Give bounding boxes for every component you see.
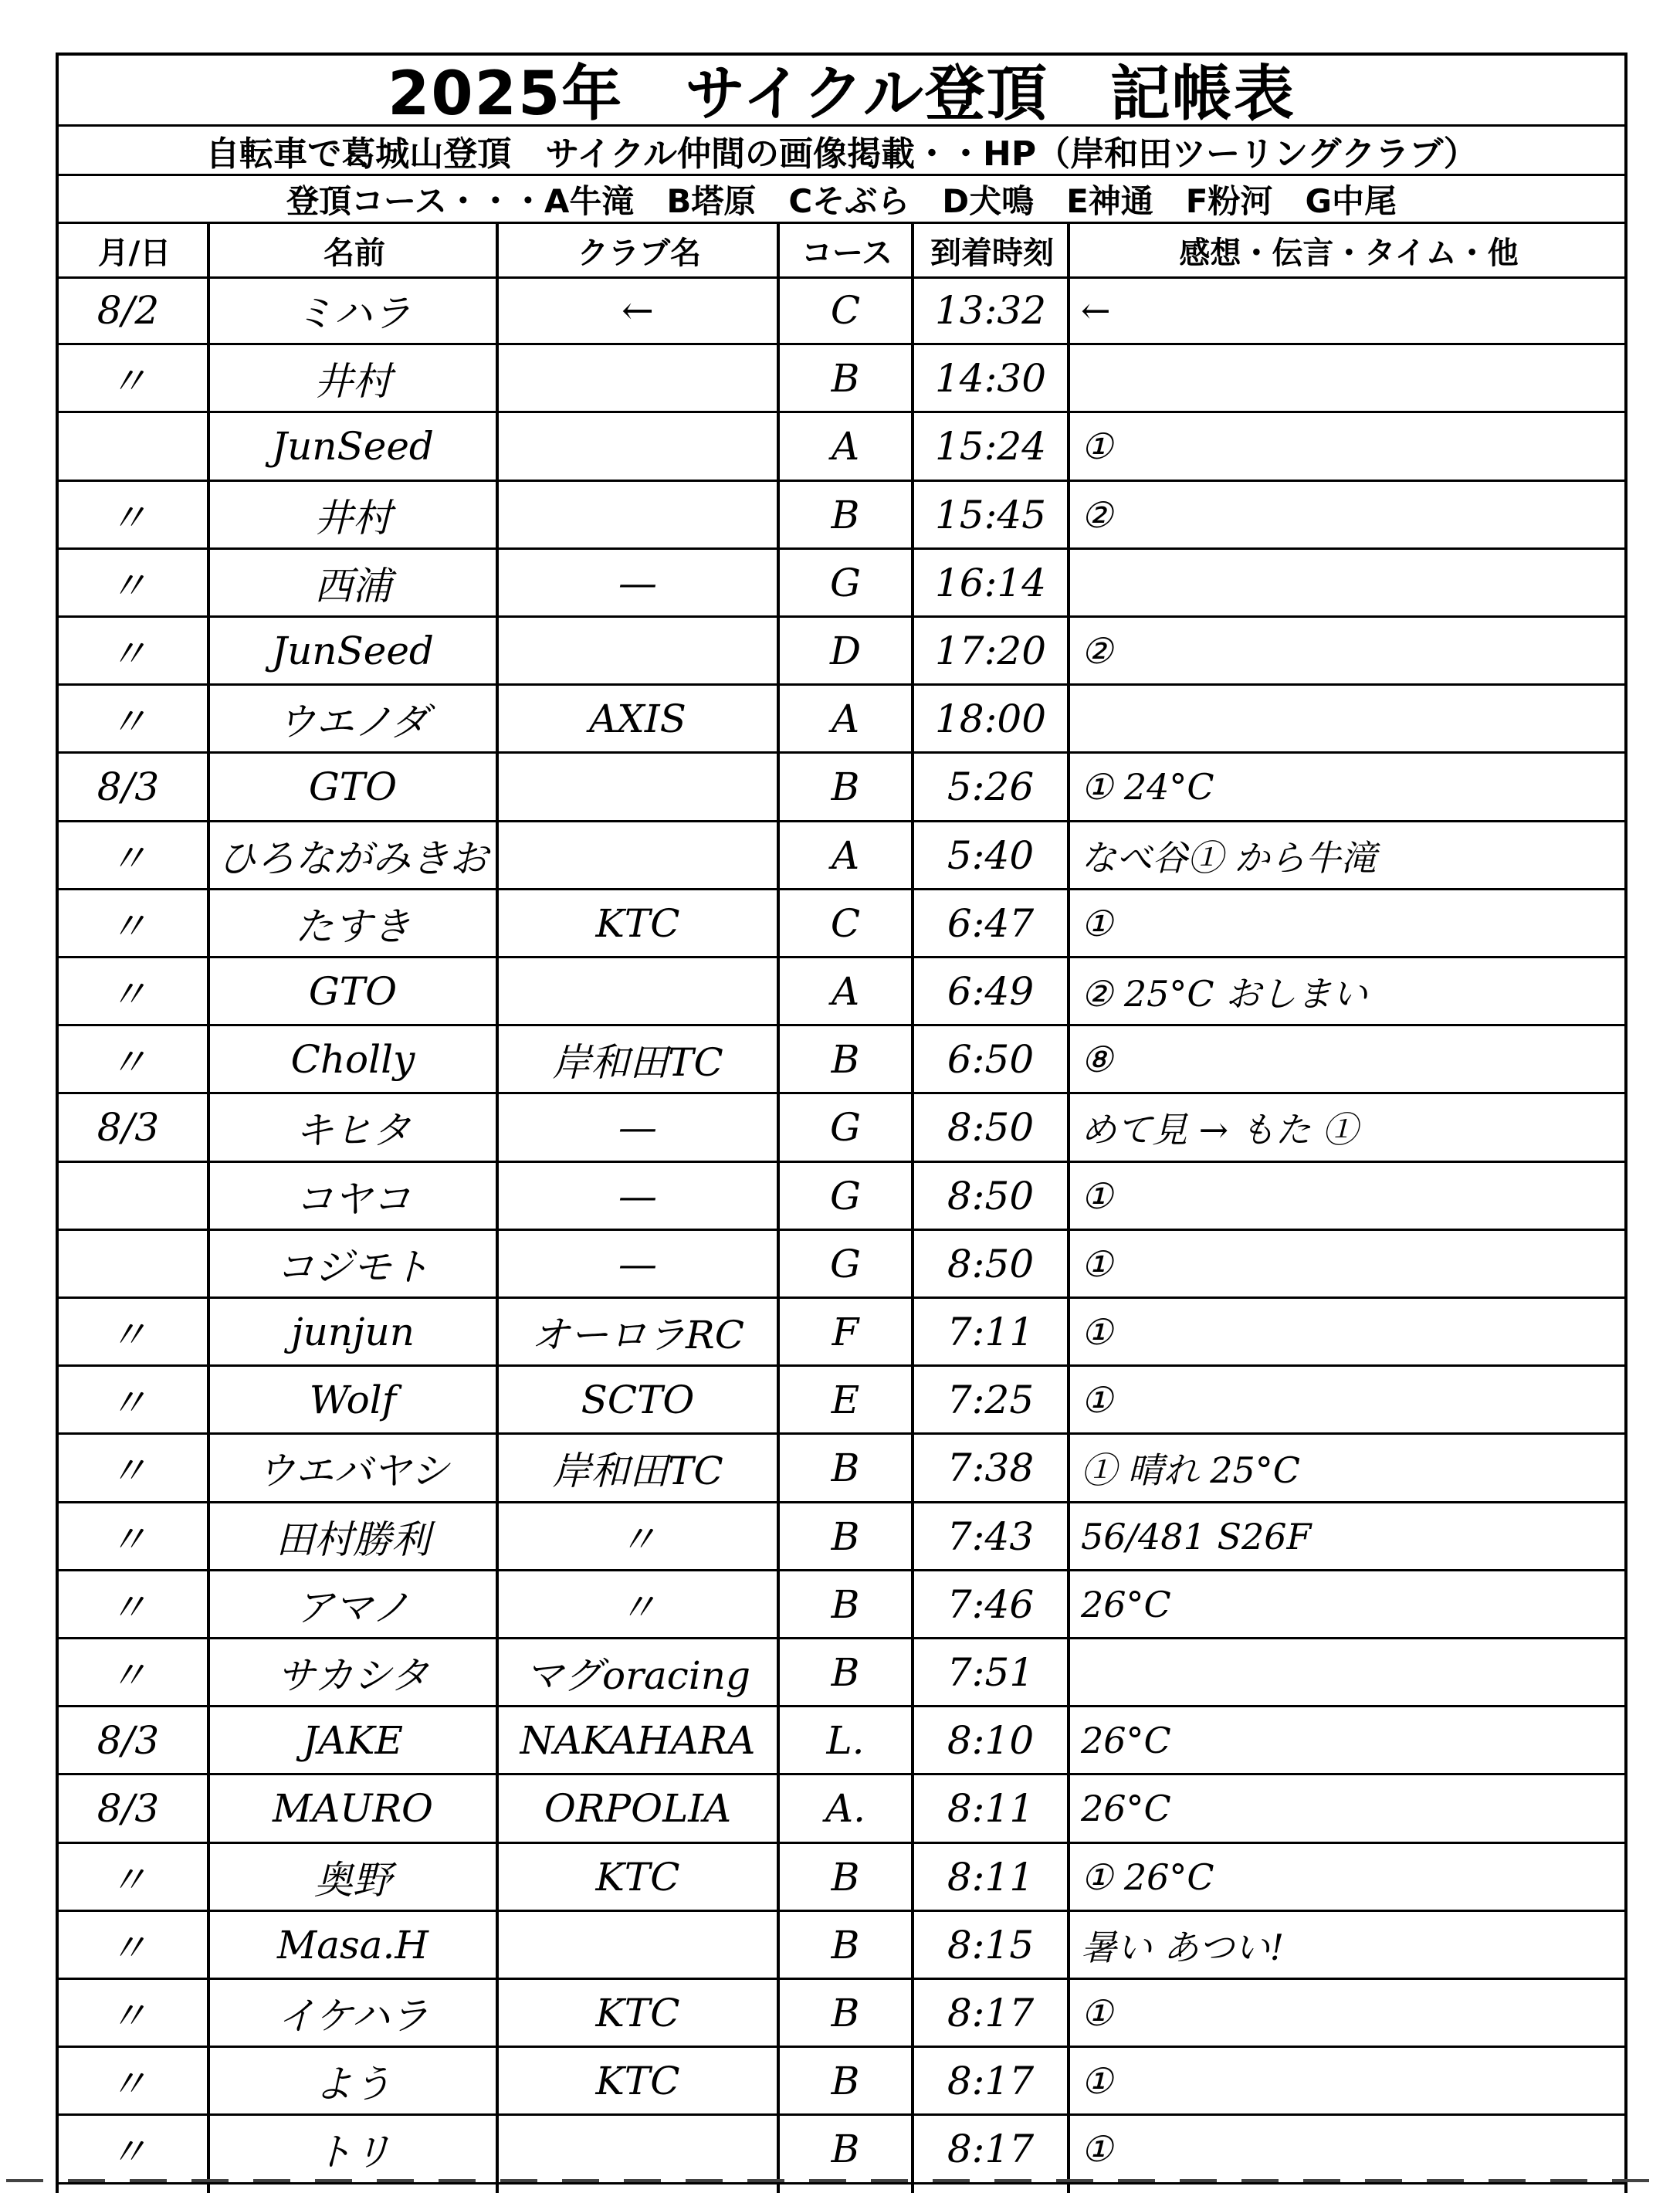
row-time: 8:11	[947, 1786, 1035, 1832]
footer-dash-mark	[1365, 2179, 1402, 2182]
row-note: 56/481 S26F	[1081, 1515, 1312, 1557]
row-course: B	[831, 1922, 860, 1968]
row-note: ②	[1081, 493, 1113, 536]
row-date	[59, 1162, 198, 1230]
row-date: 8/3	[97, 1718, 160, 1764]
table-row	[56, 481, 1628, 549]
row-course: B	[831, 1854, 860, 1900]
row-time: 8:17	[947, 1991, 1035, 2036]
footer-dash-mark	[1180, 2179, 1217, 2182]
row-time: 17:20	[934, 629, 1047, 674]
row-name: ひろながみきお	[218, 836, 488, 881]
table-row	[56, 1774, 1628, 1842]
footer-dash-mark	[994, 2179, 1031, 2182]
row-date: 〃	[109, 1517, 147, 1562]
logbook-sheet	[56, 53, 1628, 2193]
row-note: ①	[1081, 1992, 1113, 2035]
row-club	[499, 481, 777, 549]
footer-dash-mark	[6, 2179, 43, 2182]
row-club	[499, 412, 777, 480]
row-course: B	[831, 1650, 860, 1696]
table-row	[56, 1911, 1628, 1979]
row-name: コヤコ	[295, 1176, 411, 1222]
row-date	[59, 412, 198, 480]
row-time: 7:38	[947, 1446, 1035, 1491]
row-note: なべ谷① から牛滝	[1081, 836, 1377, 879]
row-course: C	[830, 900, 861, 946]
row-club: KTC	[595, 900, 680, 946]
footer-dash-mark	[377, 2179, 414, 2182]
footer-dash-mark	[871, 2179, 908, 2182]
table-row	[56, 1366, 1628, 1434]
row-note: ①	[1081, 1379, 1113, 1422]
row-date: 〃	[109, 972, 147, 1018]
row-date: 〃	[109, 1994, 147, 2039]
row-note	[1070, 685, 1628, 753]
table-row	[56, 822, 1628, 890]
row-date: 〃	[109, 1857, 147, 1903]
footer-dash-mark	[1241, 2179, 1279, 2182]
row-note: ←	[1081, 290, 1111, 332]
row-name: GTO	[308, 764, 398, 810]
row-name: JunSeed	[272, 424, 434, 469]
col-header-time: 到着時刻	[930, 235, 1054, 271]
footer-dash-mark	[1056, 2179, 1093, 2182]
row-date: 〃	[109, 1653, 147, 1699]
row-note: ①	[1081, 1174, 1113, 1217]
row-name: 田村勝利	[276, 1517, 430, 1562]
row-name: JunSeed	[272, 629, 434, 674]
footer-dash-mark	[68, 2179, 105, 2182]
row-name: サカシタ	[276, 1653, 429, 1699]
subtitle: 自転車で葛城山登頂 サイクル仲間の画像掲載・・HP（岸和田ツーリングクラブ）	[56, 127, 1628, 176]
row-time: 8:50	[947, 1173, 1035, 1219]
row-note: 26°C	[1081, 1583, 1171, 1625]
row-name: ミハラ	[295, 291, 411, 337]
row-name: イケハラ	[277, 1994, 428, 2039]
row-note: ①	[1081, 425, 1113, 468]
col-header-name: 名前	[323, 235, 385, 271]
row-note: ① 24°C	[1081, 766, 1214, 808]
row-time: 13:32	[934, 288, 1047, 334]
footer-dash-mark	[191, 2179, 229, 2182]
row-date: 〃	[109, 1449, 147, 1494]
row-note: 暑い あつい!	[1081, 1926, 1285, 1968]
row-course: A.	[825, 1786, 865, 1832]
row-note: ① 26°C	[1081, 1856, 1214, 1898]
row-note	[1070, 344, 1628, 412]
footer-dash-mark	[809, 2179, 846, 2182]
row-time: 8:50	[947, 1105, 1035, 1151]
row-name: junjun	[291, 1310, 415, 1355]
row-name: JAKE	[302, 1718, 403, 1764]
footer-dash-mark	[1427, 2179, 1464, 2182]
row-note: ①	[1081, 1242, 1113, 1285]
row-time: 8:50	[947, 1241, 1035, 1286]
row-name: 西浦	[314, 563, 391, 608]
row-time: 7:25	[947, 1378, 1035, 1423]
table-row	[56, 958, 1628, 1025]
table-row	[56, 276, 1628, 344]
row-time: 6:50	[947, 1037, 1035, 1083]
table-row	[56, 344, 1628, 412]
footer-dash-mark	[1489, 2179, 1526, 2182]
row-name: Wolf	[309, 1378, 397, 1423]
row-club: NAKAHARA	[520, 1718, 756, 1764]
row-time: 14:30	[934, 356, 1047, 402]
row-time: 7:11	[947, 1310, 1035, 1355]
row-club: ←	[622, 288, 654, 334]
row-note: ②	[1081, 630, 1113, 673]
row-date: 〃	[109, 2062, 147, 2107]
row-note: めて見 → もた ①	[1081, 1109, 1358, 1151]
row-club	[499, 2115, 777, 2183]
footer-dash-mark	[130, 2179, 167, 2182]
col-header-note: 感想・伝言・タイム・他	[1179, 235, 1519, 271]
row-date	[59, 1230, 198, 1298]
row-club: 岸和田TC	[552, 1449, 723, 1494]
table-row	[56, 685, 1628, 753]
table-row	[56, 1843, 1628, 1911]
row-date: 〃	[109, 2130, 147, 2175]
row-date: 〃	[109, 359, 147, 405]
row-club: AXIS	[589, 697, 686, 742]
row-course: A	[831, 697, 860, 742]
footer-dash-mark	[1118, 2179, 1155, 2182]
row-note: ①	[1081, 2128, 1113, 2171]
row-name: よう	[314, 2062, 391, 2107]
footer-dash-mark	[933, 2179, 970, 2182]
row-club	[499, 344, 777, 412]
footer-dash-mark	[562, 2179, 599, 2182]
table-row	[56, 1434, 1628, 1502]
row-course: B	[831, 1513, 860, 1559]
col-header-club: クラブ名	[578, 235, 701, 271]
footer-dash-mark	[1612, 2179, 1649, 2182]
table-row	[56, 412, 1628, 480]
row-course: B	[831, 2059, 860, 2104]
row-date: 8/3	[97, 1105, 160, 1151]
row-name: アマノ	[295, 1585, 411, 1630]
row-date: 〃	[109, 1381, 147, 1426]
row-club: —	[618, 560, 657, 605]
table-row	[56, 549, 1628, 617]
row-course: A	[831, 832, 860, 878]
table-row	[56, 890, 1628, 958]
row-club: ORPOLIA	[544, 1786, 732, 1832]
row-time: 8:10	[947, 1718, 1035, 1764]
row-note	[1070, 1639, 1628, 1707]
row-club	[499, 753, 777, 821]
row-course: A	[831, 969, 860, 1015]
row-time: 6:47	[947, 900, 1035, 946]
col-header-course: コース	[801, 235, 892, 271]
row-club: —	[618, 1105, 657, 1151]
footer-dash-mark	[253, 2179, 290, 2182]
table-row	[56, 1503, 1628, 1571]
row-name: トリ	[314, 2130, 391, 2175]
footer-dashes	[0, 2179, 1680, 2184]
row-name: 奥野	[314, 1857, 391, 1903]
table-row	[56, 1298, 1628, 1366]
row-course: C	[830, 288, 861, 334]
row-course: B	[831, 492, 860, 537]
row-date: 〃	[109, 1040, 147, 1086]
row-time: 7:51	[947, 1650, 1035, 1696]
footer-dash-mark	[500, 2179, 537, 2182]
row-note: 26°C	[1081, 1720, 1171, 1762]
row-club: KTC	[595, 1991, 680, 2036]
row-date: 〃	[109, 563, 147, 608]
row-date: 〃	[109, 495, 147, 541]
row-club: 〃	[618, 1517, 657, 1562]
row-time: 7:46	[947, 1581, 1035, 1627]
row-course: G	[830, 560, 861, 605]
row-club: マグoracing	[524, 1653, 751, 1699]
footer-dash-mark	[1303, 2179, 1340, 2182]
row-club: KTC	[595, 2059, 680, 2104]
table-row	[56, 1979, 1628, 2047]
row-date: 〃	[109, 903, 147, 949]
row-course: L.	[826, 1718, 865, 1764]
row-course: G	[830, 1241, 861, 1286]
row-date: 〃	[109, 836, 147, 881]
row-time: 15:45	[934, 492, 1047, 537]
row-club: オーロラRC	[531, 1313, 744, 1358]
row-time: 16:14	[934, 560, 1047, 605]
row-course: E	[831, 1378, 860, 1423]
row-club	[499, 617, 777, 685]
row-course: B	[831, 1581, 860, 1627]
row-date: 8/2	[97, 288, 160, 334]
table-row	[56, 617, 1628, 685]
table-row	[56, 1025, 1628, 1093]
row-course: G	[830, 1105, 861, 1151]
row-note: ① 晴れ 25°C	[1081, 1449, 1300, 1492]
table-row	[56, 1093, 1628, 1161]
row-date: 〃	[109, 700, 147, 745]
row-time: 8:15	[947, 1922, 1035, 1968]
row-name: コジモト	[276, 1244, 430, 1290]
row-name: 井村	[314, 359, 391, 405]
row-course: B	[831, 1991, 860, 2036]
table-row	[56, 2047, 1628, 2115]
row-course: A	[831, 424, 860, 469]
row-time: 8:11	[947, 1854, 1035, 1900]
row-time: 8:17	[947, 2059, 1035, 2104]
row-course: B	[831, 764, 860, 810]
row-name: Cholly	[290, 1037, 415, 1083]
row-club	[499, 958, 777, 1025]
footer-dash-mark	[747, 2179, 784, 2182]
footer-dash-mark	[1550, 2179, 1587, 2182]
row-time: 6:49	[947, 969, 1035, 1015]
table-row	[56, 1230, 1628, 1298]
row-name: キヒタ	[295, 1108, 411, 1154]
row-name: ウエノダ	[276, 700, 429, 745]
row-date: 〃	[109, 632, 147, 677]
footer-dash-mark	[315, 2179, 352, 2182]
table-row	[56, 753, 1628, 821]
row-time: 7:43	[947, 1513, 1035, 1559]
row-note: ①	[1081, 2060, 1113, 2103]
row-time: 15:24	[934, 424, 1047, 469]
row-note	[1070, 549, 1628, 617]
row-time: 5:40	[947, 832, 1035, 878]
row-date: 〃	[109, 1585, 147, 1630]
footer-dash-mark	[439, 2179, 476, 2182]
row-course: G	[830, 1173, 861, 1219]
row-course: D	[829, 629, 862, 674]
row-note: ② 25°C おしまい	[1081, 973, 1368, 1015]
row-course: B	[831, 1446, 860, 1491]
row-course: B	[831, 1037, 860, 1083]
row-date: 〃	[109, 1925, 147, 1971]
row-date: 〃	[109, 1313, 147, 1358]
row-club: —	[618, 1173, 657, 1219]
row-time: 5:26	[947, 764, 1035, 810]
footer-dash-mark	[686, 2179, 723, 2182]
row-time: 18:00	[934, 697, 1047, 742]
row-club: SCTO	[581, 1378, 695, 1423]
table-row	[56, 2115, 1628, 2183]
row-club: 岸和田TC	[552, 1040, 723, 1086]
row-date: 8/3	[97, 764, 160, 810]
table-row	[56, 1639, 1628, 1707]
row-name: 井村	[314, 495, 391, 541]
row-club: —	[618, 1241, 657, 1286]
row-club: KTC	[595, 1854, 680, 1900]
row-course: F	[832, 1310, 859, 1355]
row-course: B	[831, 2127, 860, 2172]
row-club	[499, 822, 777, 890]
row-note: ①	[1081, 1311, 1113, 1354]
table-row	[56, 1571, 1628, 1639]
col-header-date: 月/日	[97, 235, 171, 271]
row-name: MAURO	[272, 1786, 434, 1832]
row-course: B	[831, 356, 860, 402]
row-name: たすき	[295, 903, 411, 949]
row-note: 26°C	[1081, 1788, 1171, 1830]
row-club: 〃	[618, 1585, 657, 1630]
course-legend: 登頂コース・・・A牛滝 B塔原 Cそぶら D犬鳴 E神通 F粉河 G中尾	[56, 176, 1628, 224]
table-row	[56, 1162, 1628, 1230]
footer-dash-mark	[624, 2179, 661, 2182]
row-club	[499, 1911, 777, 1979]
row-note: ①	[1081, 902, 1113, 944]
column-header-row	[56, 224, 1628, 276]
row-time: 8:17	[947, 2127, 1035, 2172]
row-name: GTO	[308, 969, 398, 1015]
page-title: 2025年 サイクル登頂 記帳表	[56, 53, 1628, 127]
row-name: Masa.H	[277, 1922, 428, 1968]
row-name: ウエバヤシ	[256, 1449, 449, 1494]
row-note: ⑧	[1081, 1039, 1113, 1081]
row-date: 8/3	[97, 1786, 160, 1832]
table-row	[56, 1707, 1628, 1774]
